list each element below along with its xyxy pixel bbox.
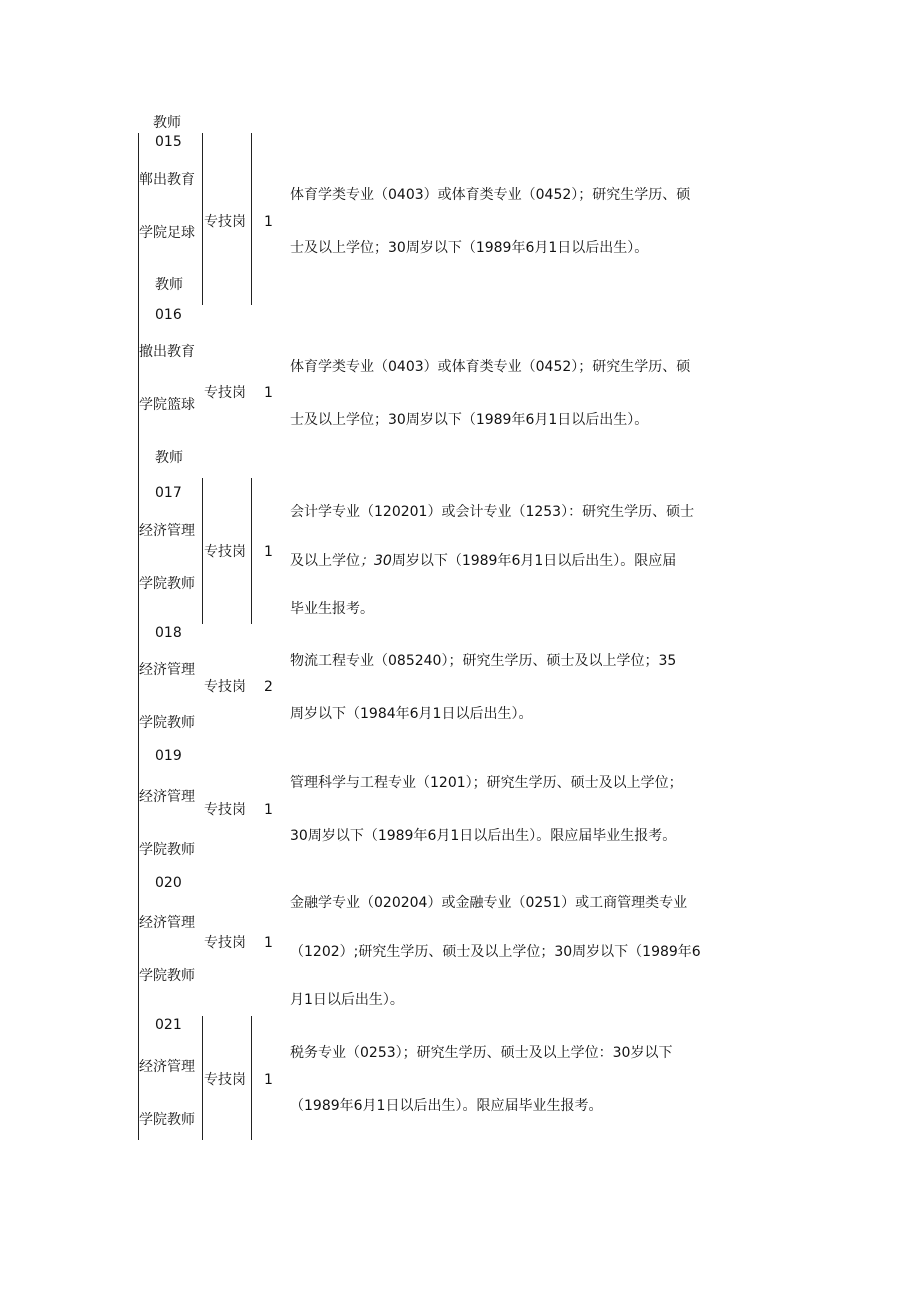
unit-name: 学院教师 [139,576,195,592]
unit-name: 教师 [155,277,183,293]
hire-count: 1 [264,802,273,818]
hire-count: 1 [264,385,273,401]
hire-count: 1 [264,214,273,230]
post-type: 专技岗 [204,1072,246,1088]
column-divider-unit-post [202,478,203,624]
unit-name-tail: 教师 [153,115,181,131]
requirements-part: 周岁以下（1989年6月1日以后出生）。限应届 [391,553,677,569]
table-left-border [138,133,139,1140]
position-code: 021 [155,1017,182,1033]
unit-name: 撤出教育 [139,344,195,360]
unit-name: 教师 [155,450,183,466]
column-divider-unit-post [202,133,203,305]
hire-count: 1 [264,1072,273,1088]
post-type: 专技岗 [204,544,246,560]
requirements: 毕业生报考。 [290,601,374,617]
unit-name: 学院足球 [139,225,195,241]
post-type: 专技岗 [204,385,246,401]
unit-name: 经济管理 [139,915,195,931]
requirements: 30周岁以下（1989年6月1日以后出生）。限应届毕业生报考。 [290,828,677,844]
requirements [290,552,676,570]
unit-name: 学院教师 [139,968,195,984]
unit-name: 学院教师 [139,1112,195,1128]
requirements: 税务专业（0253）；研究生学历、硕士及以上学位：30岁以下 [290,1045,673,1061]
requirements: 士及以上学位；30周岁以下（1989年6月1日以后出生）。 [290,412,649,428]
requirements: （1202）;研究生学历、硕士及以上学位；30周岁以下（1989年6 [290,944,701,960]
hire-count: 2 [264,679,273,695]
requirements: （1989年6月1日以后出生）。限应届毕业生报考。 [290,1098,603,1114]
unit-name: 学院教师 [139,715,195,731]
requirements: 月1日以后出生）。 [290,992,404,1008]
requirements: 物流工程专业（085240）；研究生学历、硕士及以上学位；35 [290,653,677,669]
post-type: 专技岗 [204,935,246,951]
requirements-part: 及以上学位 [290,553,360,569]
unit-name: 郸出教育 [139,172,195,188]
column-divider-post-count [251,1016,252,1140]
requirements-part-italic: ；30 [360,553,392,569]
requirements: 会计学专业（120201）或会计专业（1253）：研究生学历、硕士 [290,504,695,520]
hire-count: 1 [264,935,273,951]
requirements: 体育学类专业（0403）或体育类专业（0452）；研究生学历、硕 [290,359,691,375]
requirements: 管理科学与工程专业（1201）；研究生学历、硕士及以上学位； [290,775,683,791]
position-code: 015 [155,134,182,150]
position-code: 016 [155,307,182,323]
unit-name: 经济管理 [139,1059,195,1075]
column-divider-post-count [251,133,252,305]
unit-name: 学院篮球 [139,397,195,413]
unit-name: 经济管理 [139,789,195,805]
position-code: 017 [155,485,182,501]
post-type: 专技岗 [204,802,246,818]
column-divider-unit-post [202,1016,203,1140]
unit-name: 经济管理 [139,662,195,678]
unit-name: 经济管理 [139,523,195,539]
position-code: 020 [155,875,182,891]
column-divider-post-count [251,478,252,624]
requirements: 金融学专业（020204）或金融专业（0251）或工商管理类专业 [290,895,688,911]
requirements: 士及以上学位；30周岁以下（1989年6月1日以后出生）。 [290,240,649,256]
requirements: 周岁以下（1984年6月1日以后出生）。 [290,706,533,722]
requirements: 体育学类专业（0403）或体育类专业（0452）；研究生学历、硕 [290,187,691,203]
post-type: 专技岗 [204,679,246,695]
position-code: 018 [155,625,182,641]
post-type: 专技岗 [204,214,246,230]
position-code: 019 [155,748,182,764]
hire-count: 1 [264,544,273,560]
unit-name: 学院教师 [139,842,195,858]
